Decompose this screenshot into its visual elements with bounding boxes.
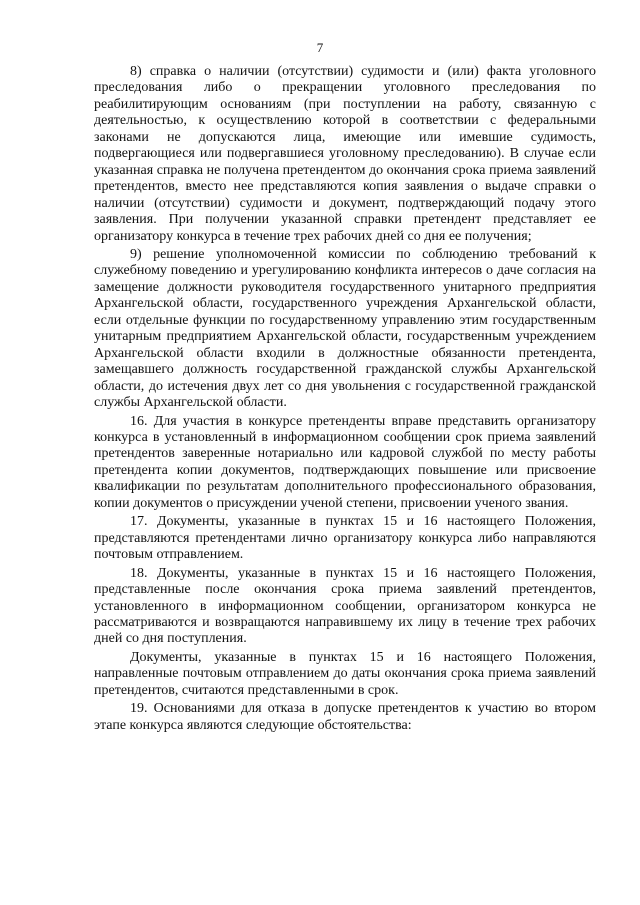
paragraph-clause-16: 16. Для участия в конкурсе претенденты вправе представить организатору конкурса в установленный в информационном сообщении срок приема заявлений претендентов заверенные нотариально или кадровой службой по месту работы претендента копии документов, подтверждающих повышение или присвоение квалификации по результатам дополнительного профессионального образования, копии документов о присуждении ученой степени, присвоении ученого звания. [94,413,596,511]
paragraph-item-9: 9) решение уполномоченной комиссии по соблюдению требований к служебному поведению и урегулированию конфликта интересов о даче согласия на замещение должности руководителя государственного унитарного предприятия Архангельской области, государственного учреждения Архангельской области, если отдельные функции по государственному управлению этим государственным унитарным предприятием Архангельской области, государственным учреждением Архангельской области входили в должностные обязанности претендента, замещавшего должность государственной гражданской службы Архангельской области, до истечения двух лет со дня увольнения с государственной гражданской службы Архангельской области. [94,246,596,411]
paragraph-clause-18-continued: Документы, указанные в пунктах 15 и 16 настоящего Положения, направленные почтовым отправлением до даты окончания срока приема заявлений претендентов, считаются представленными в срок. [94,649,596,698]
paragraph-item-8: 8) справка о наличии (отсутствии) судимости и (или) факта уголовного преследования либо о прекращении уголовного преследования по реабилитирующим основаниям (при поступлении на работу, связанную с деятельностью, к осуществлению которой в соответствии с федеральными законами не допускаются лица, имеющие или имевшие судимость, подвергающиеся или подвергавшиеся уголовному преследованию). В случае если указанная справка не получена претендентом до окончания срока приема заявлений претендентов, вместо нее представляются копия заявления о выдаче справки о наличии (отсутствии) судимости и документ, подтверждающий подачу этого заявления. При получении указанной справки претендент представляет ее организатору конкурса в течение трех рабочих дней со дня ее получения; [94,64,596,244]
paragraph-clause-19: 19. Основаниями для отказа в допуске претендентов к участию во втором этапе конкурса являются следующие обстоятельства: [94,701,596,733]
paragraph-clause-18: 18. Документы, указанные в пунктах 15 и 16 настоящего Положения, представленные после окончания срока приема заявлений претендентов, установленного в информационном сообщении, организатором конкурса не рассматриваются и возвращаются направившему их лицу в течение трех рабочих дней со дня поступления. [94,565,596,647]
document-body [94,64,596,736]
paragraph-clause-17: 17. Документы, указанные в пунктах 15 и 16 настоящего Положения, представляются претендентами лично организатору конкурса либо направляются почтовым отправлением. [94,514,596,563]
page-number: 7 [316,40,324,55]
